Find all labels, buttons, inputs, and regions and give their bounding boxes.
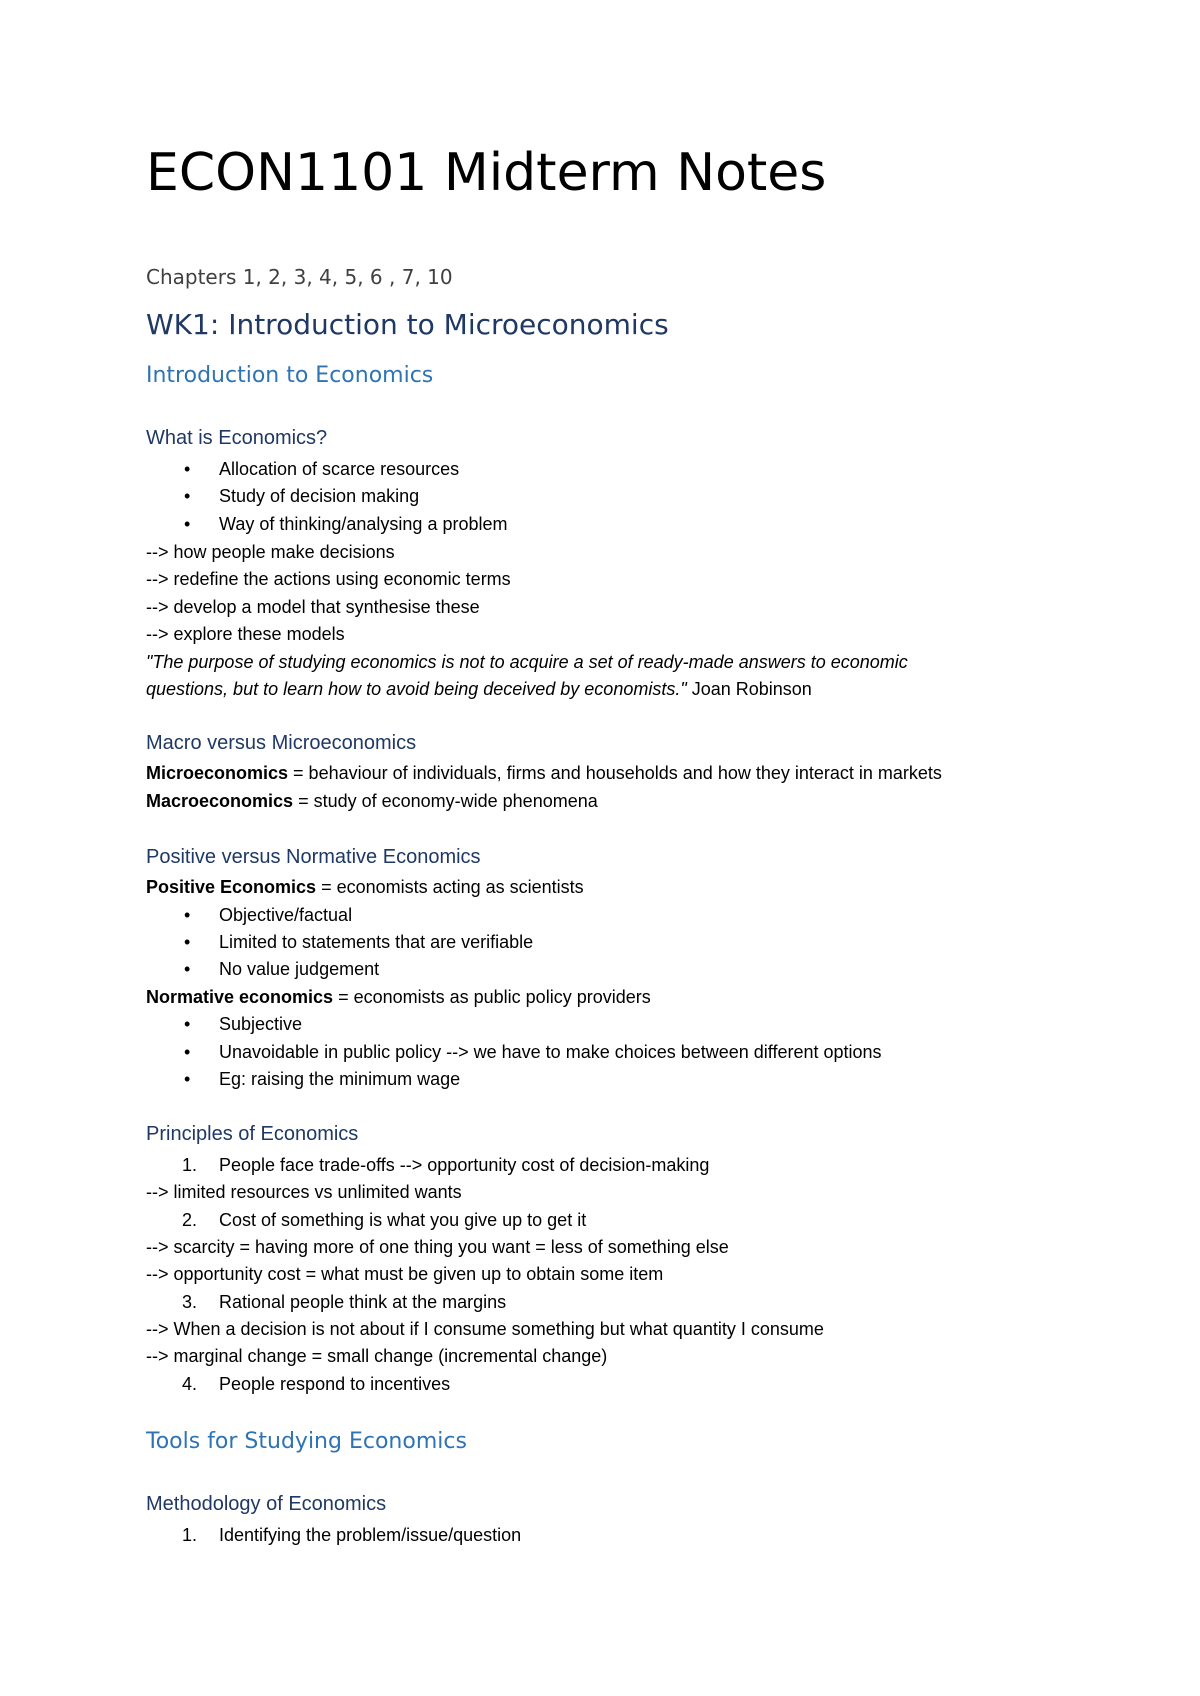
bullet-icon: •: [184, 1042, 191, 1062]
arrow-note: --> marginal change = small change (incremental change): [146, 1346, 608, 1366]
week-heading: WK1: Introduction to Microeconomics: [146, 308, 669, 341]
arrow-note: --> When a decision is not about if I consume something but what quantity I consume: [146, 1319, 824, 1339]
definition-line: [146, 760, 942, 786]
definition: = behaviour of individuals, firms and households and how they interact in markets: [288, 763, 942, 783]
section-heading-intro: Introduction to Economics: [146, 363, 434, 388]
arrow-note: --> opportunity cost = what must be given up to obtain some item: [146, 1264, 664, 1284]
arrow-note: --> limited resources vs unlimited wants: [146, 1182, 462, 1202]
definition-line: [146, 874, 584, 900]
document-title: ECON1101 Midterm Notes: [146, 143, 827, 203]
arrow-note: --> scarcity = having more of one thing you want = less of something else: [146, 1237, 729, 1257]
document-page: ECON1101 Midterm Notes Chapters 1, 2, 3, 4, 5, 6 , 7, 10 WK1: Introduction to Microeconomics Introduction to Economics What is Economics? • Allocation of scarce resources • Study of decision making • Way of thinking/analysing a problem --> how people make decisions --> redefine the actions using economic terms --> develop a model that synthesise these --> explore these models "The purpose of studying economics is not to acquire a set of ready-made answers to economic questions, but to learn how to avoid being deceived by economists." Joan Robinson Macro versus Microeconomics Microeconomics = behaviour of individuals, firms and households and how they interact in markets Macroeconomics = study of economy-wide phenomena Positive versus Normative Economics Positive Economics = economists acting as scientists • Objective/factual • Limited to statements that are verifiable • No value judgement Normative economics = economists as public policy providers • Subjective • Unavoidable in public policy --> we have to make choices between different options • Eg: raising the minimum wage Principles of Economics 1. People face trade-offs --> opportunity cost of decision-making --> limited resources vs unlimited wants 2. Cost of something is what you give up to get it --> scarcity = having more of one thing you want = less of something else --> opportunity cost = what must be given up to obtain some item 3. Rational people think at the margins --> When a decision is not about if I consume something but what quantity I consume --> marginal change = small change (incremental change) 4. People respond to incentives Tools for Studying Economics Methodology of Economics 1. Identifying the problem/issue/question: [0, 0, 1200, 1696]
definition: = economists acting as scientists: [316, 877, 584, 897]
section-heading-tools: Tools for Studying Economics: [146, 1429, 467, 1454]
bullet-icon: •: [184, 486, 191, 506]
arrow-note: --> explore these models: [146, 624, 345, 644]
term: Microeconomics: [146, 763, 289, 783]
term: Normative economics: [146, 987, 334, 1007]
bullet-icon: •: [184, 514, 191, 534]
term: Positive Economics: [146, 877, 317, 897]
quote-text: questions, but to learn how to avoid being deceived by economists.": [146, 679, 687, 699]
quote-line: [146, 676, 812, 702]
arrow-note: --> how people make decisions: [146, 542, 395, 562]
definition-line: [146, 984, 651, 1010]
arrow-note: --> develop a model that synthesise these: [146, 597, 480, 617]
subheading-positive-normative: Positive versus Normative Economics: [146, 846, 481, 868]
definition: = economists as public policy providers: [333, 987, 651, 1007]
bullet-icon: •: [184, 905, 191, 925]
quote-line: "The purpose of studying economics is not to acquire a set of ready-made answers to economic: [146, 652, 908, 672]
subheading-principles: Principles of Economics: [146, 1123, 359, 1145]
chapters-line: Chapters 1, 2, 3, 4, 5, 6 , 7, 10: [146, 265, 453, 289]
definition: = study of economy-wide phenomena: [293, 791, 598, 811]
subheading-macro-micro: Macro versus Microeconomics: [146, 732, 417, 754]
term: Macroeconomics: [146, 791, 294, 811]
bullet-icon: •: [184, 459, 191, 479]
subheading-what-is-economics: What is Economics?: [146, 427, 328, 449]
bullet-icon: •: [184, 1014, 191, 1034]
bullet-icon: •: [184, 959, 191, 979]
definition-line: [146, 788, 598, 814]
bullet-icon: •: [184, 932, 191, 952]
quote-author: Joan Robinson: [686, 679, 812, 699]
arrow-note: --> redefine the actions using economic terms: [146, 569, 511, 589]
bullet-icon: •: [184, 1069, 191, 1089]
subheading-methodology: Methodology of Economics: [146, 1493, 387, 1515]
